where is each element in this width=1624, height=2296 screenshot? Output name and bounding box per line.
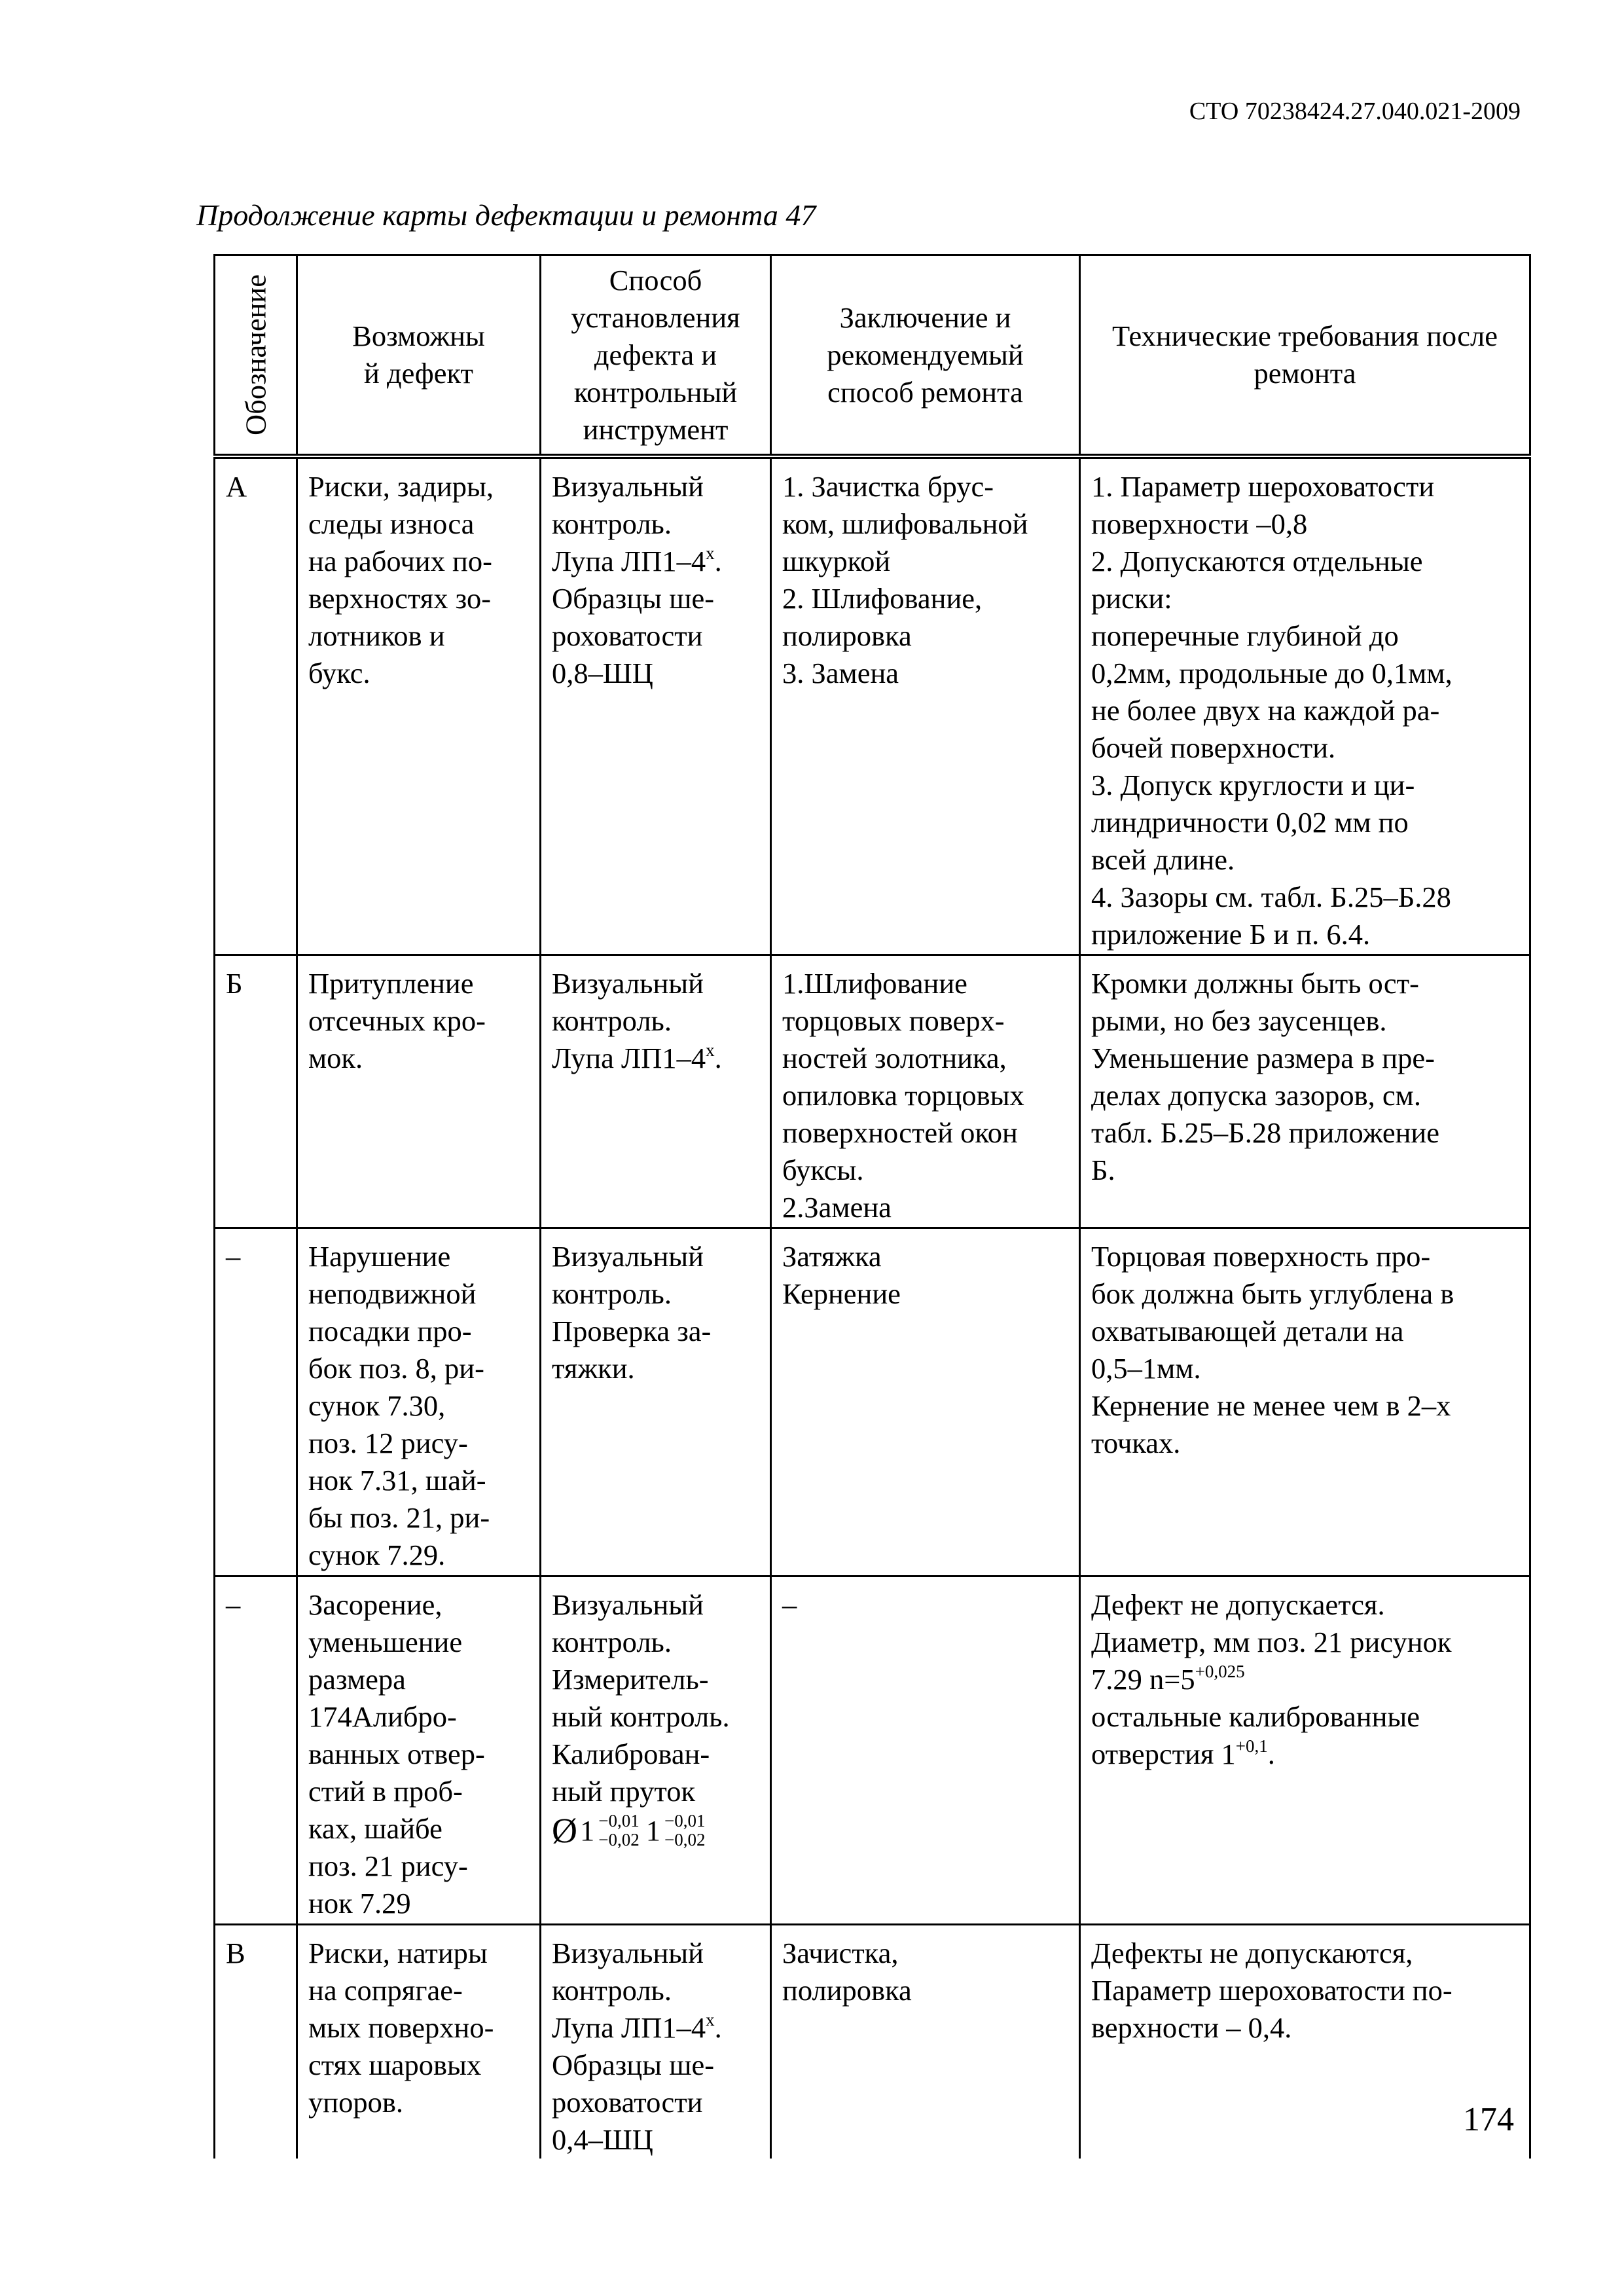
row-method: Визуальный контроль. Лупа $ЛП1-4^х$.	[541, 955, 771, 1228]
row-code: –	[215, 1228, 297, 1576]
row-defect: Нарушение неподвижной посадки про- бок поз. 8, ри- сунок 7.30, поз. 12 рису- нок 7.31, шай- бы поз. 21, ри- сунок 7.29.	[297, 1228, 541, 1576]
column-header-defect: Возможный дефект	[297, 255, 541, 457]
row-code: В	[215, 1925, 297, 2159]
row-defect: Засорение, уменьшение размера 174Алибро- ванных отвер- стий в проб- ках, шайбе поз. 21 рису- нок 7.29	[297, 1576, 541, 1925]
table-row	[215, 1228, 1530, 1576]
table-row	[215, 1576, 1530, 1925]
column-header-code: Обозначение	[215, 255, 297, 457]
row-repair: Затяжка Кернение	[771, 1228, 1080, 1576]
diameter-symbol: Ø	[552, 1810, 577, 1850]
row-requirements: Кромки должны быть ост- рыми, но без заусенцев. Уменьшение размера в пре- делах допуска зазоров, см. табл. Б.25–Б.28 приложение Б.	[1080, 955, 1530, 1228]
row-repair: Зачистка, полировка	[771, 1925, 1080, 2159]
page-number: 174	[1463, 2101, 1514, 2138]
row-requirements: Дефекты не допускаются, Параметр шероховатости по- верхности – 0,4.	[1080, 1925, 1530, 2159]
gauge-tolerance: Ø 1 −0,01 −0,02 1 −0,01 −0,02	[552, 1810, 706, 1850]
row-defect: Притупление отсечных кро- мок.	[297, 955, 541, 1228]
row-code: Б	[215, 955, 297, 1228]
defect-table	[213, 254, 1531, 2159]
row-method: Визуальный контроль. Проверка за- тяжки.	[541, 1228, 771, 1576]
table-caption: Продолжение карты дефектации и ремонта 47	[196, 198, 816, 232]
row-code: –	[215, 1576, 297, 1925]
row-defect: Риски, натиры на сопрягае- мых поверхно- стях шаровых упоров.	[297, 1925, 541, 2159]
column-header-method: Способ установления дефекта и контрольный инструмент	[541, 255, 771, 457]
row-requirements: 1. Параметр шероховатости поверхности –0,8 2. Допускаются отдельные риски: поперечные глубиной до 0,2мм, продольные до 0,1мм, не более двух на каждой ра- бочей поверхности. 3. Допуск круглости и ци- линдричности 0,02 мм по всей длине. 4. Зазоры см. табл. Б.25–Б.28 приложение Б и п. 6.4.	[1080, 456, 1530, 955]
row-requirements: Торцовая поверхность про- бок должна быть углублена в охватывающей детали на 0,5–1мм. Кернение не менее чем в 2–х точках.	[1080, 1228, 1530, 1576]
row-defect: Риски, задиры, следы износа на рабочих по- верхностях зо- лотников и букс.	[297, 456, 541, 955]
row-repair: –	[771, 1576, 1080, 1925]
column-header-repair: Заключение и рекомендуемый способ ремонта	[771, 255, 1080, 457]
row-repair: 1.Шлифование торцовых поверх- ностей золотника, опиловка торцовых поверхностей окон буксы. 2.Замена	[771, 955, 1080, 1228]
row-requirements: Дефект не допускается. Диаметр, мм поз. 21 рисунок 7.29 $n=5^{+0,025}$ остальные калиброванные отверстия $1^{+0,1}$.	[1080, 1576, 1530, 1925]
document-code: СТО 70238424.27.040.021-2009	[1189, 98, 1521, 125]
table-header-row	[215, 255, 1530, 457]
row-code: А	[215, 456, 297, 955]
column-header-requirements: Технические требования после ремонта	[1080, 255, 1530, 457]
row-method: Визуальный контроль. Измеритель- ный контроль. Калиброван- ный пруток Ø 1 −0,01 −0,02 1 −0,01 −0,02	[541, 1576, 771, 1925]
table-row	[215, 1925, 1530, 2159]
table-row	[215, 955, 1530, 1228]
row-repair: 1. Зачистка брус- ком, шлифовальной шкуркой 2. Шлифование, полировка 3. Замена	[771, 456, 1080, 955]
table-row	[215, 456, 1530, 955]
row-method: Визуальный контроль. Лупа $ЛП1-4^х$. Образцы ше- роховатости 0,8–ШЦ	[541, 456, 771, 955]
row-method: Визуальный контроль. Лупа $ЛП1-4^х$. Образцы ше- роховатости 0,4–ШЦ	[541, 1925, 771, 2159]
